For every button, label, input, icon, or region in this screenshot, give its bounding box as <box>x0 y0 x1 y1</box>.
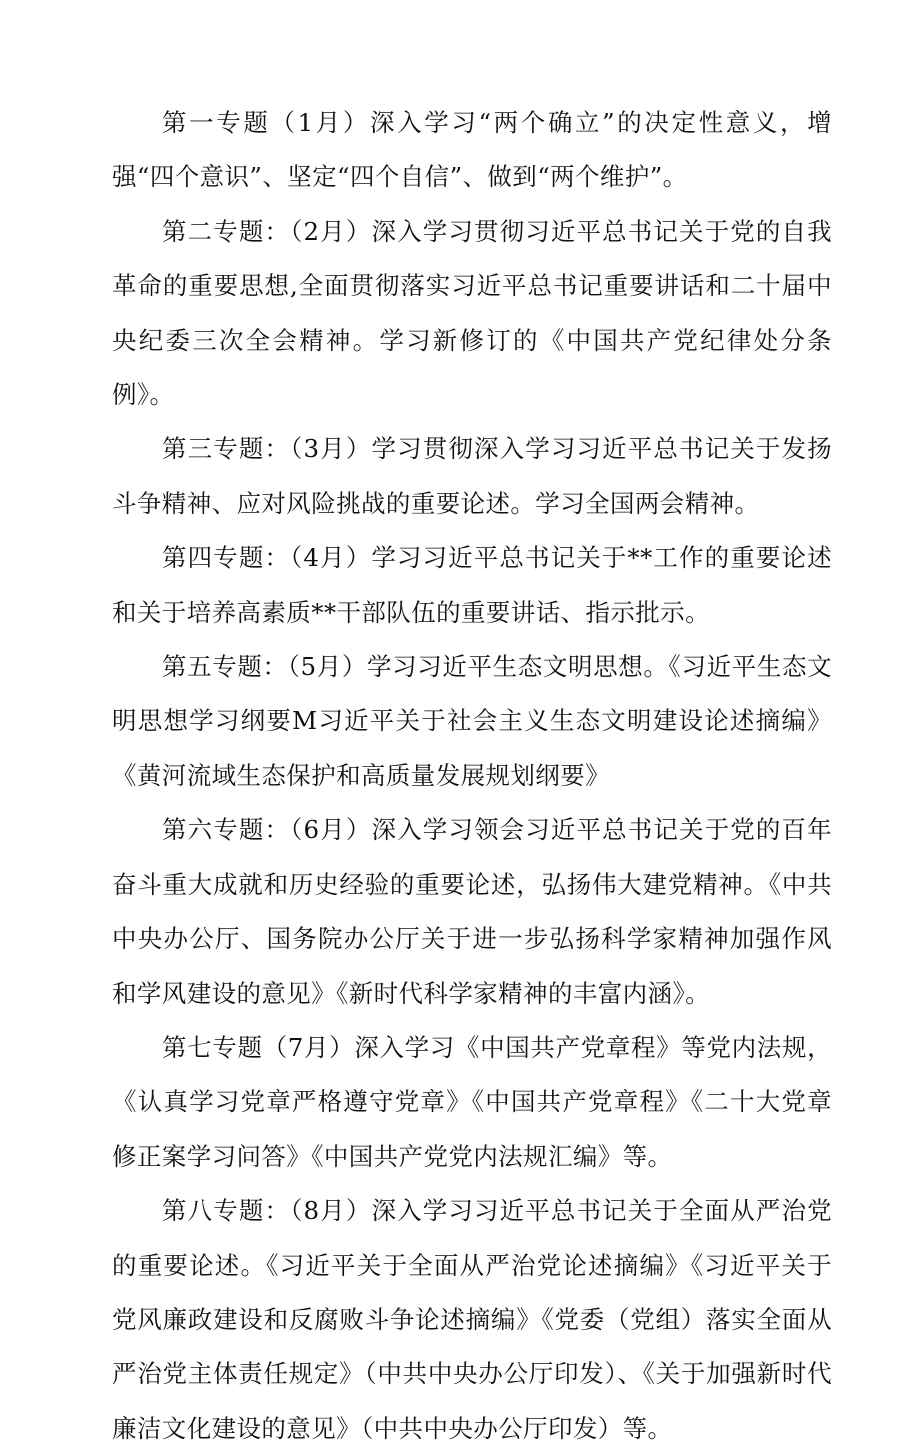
paragraph-topic-1: 第一专题（1月）深入学习“两个确立”的决定性意义，增强“四个意识”、坚定“四个自信”、做到“两个维护”。 <box>112 108 832 192</box>
paragraph-topic-4: 第四专题：（4月）学习习近平总书记关于**工作的重要论述和关于培养高素质**干部队伍的重要讲话、指示批示。 <box>112 543 832 627</box>
paragraph-topic-3: 第三专题：（3月）学习贯彻深入学习习近平总书记关于发扬斗争精神、应对风险挑战的重要论述。学习全国两会精神。 <box>112 434 832 518</box>
paragraph-topic-8: 第八专题：（8月）深入学习习近平总书记关于全面从严治党的重要论述。《习近平关于全面从严治党论述摘编》《习近平关于党风廉政建设和反腐败斗争论述摘编》《党委（党组）落实全面从严治党主体责任规定》（中共中央办公厅印发）、《关于加强新时代廉洁文化建设的意见》（中共中央办公厅印发）等。 <box>112 1196 832 1443</box>
paragraph-topic-7: 第七专题（7月）深入学习《中国共产党章程》等党内法规，《认真学习党章严格遵守党章》《中国共产党章程》《二十大党章修正案学习问答》《中国共产党党内法规汇编》等。 <box>112 1032 832 1171</box>
paragraph-topic-2: 第二专题：（2月）深入学习贯彻习近平总书记关于党的自我革命的重要思想,全面贯彻落实习近平总书记重要讲话和二十届中央纪委三次全会精神。学习新修订的《中国共产党纪律处分条例》。 <box>112 216 832 410</box>
paragraph-topic-6: 第六专题：（6月）深入学习领会习近平总书记关于党的百年奋斗重大成就和历史经验的重要论述，弘扬伟大建党精神。《中共中央办公厅、国务院办公厅关于进一步弘扬科学家精神加强作风和学风建设的意见》《新时代科学家精神的丰富内涵》。 <box>112 815 832 1008</box>
paragraph-topic-5: 第五专题：（5月）学习习近平生态文明思想。《习近平生态文明思想学习纲要M习近平关于社会主义生态文明建设论述摘编》《黄河流域生态保护和高质量发展规划纲要》 <box>112 652 832 790</box>
document-body <box>112 96 832 1456</box>
